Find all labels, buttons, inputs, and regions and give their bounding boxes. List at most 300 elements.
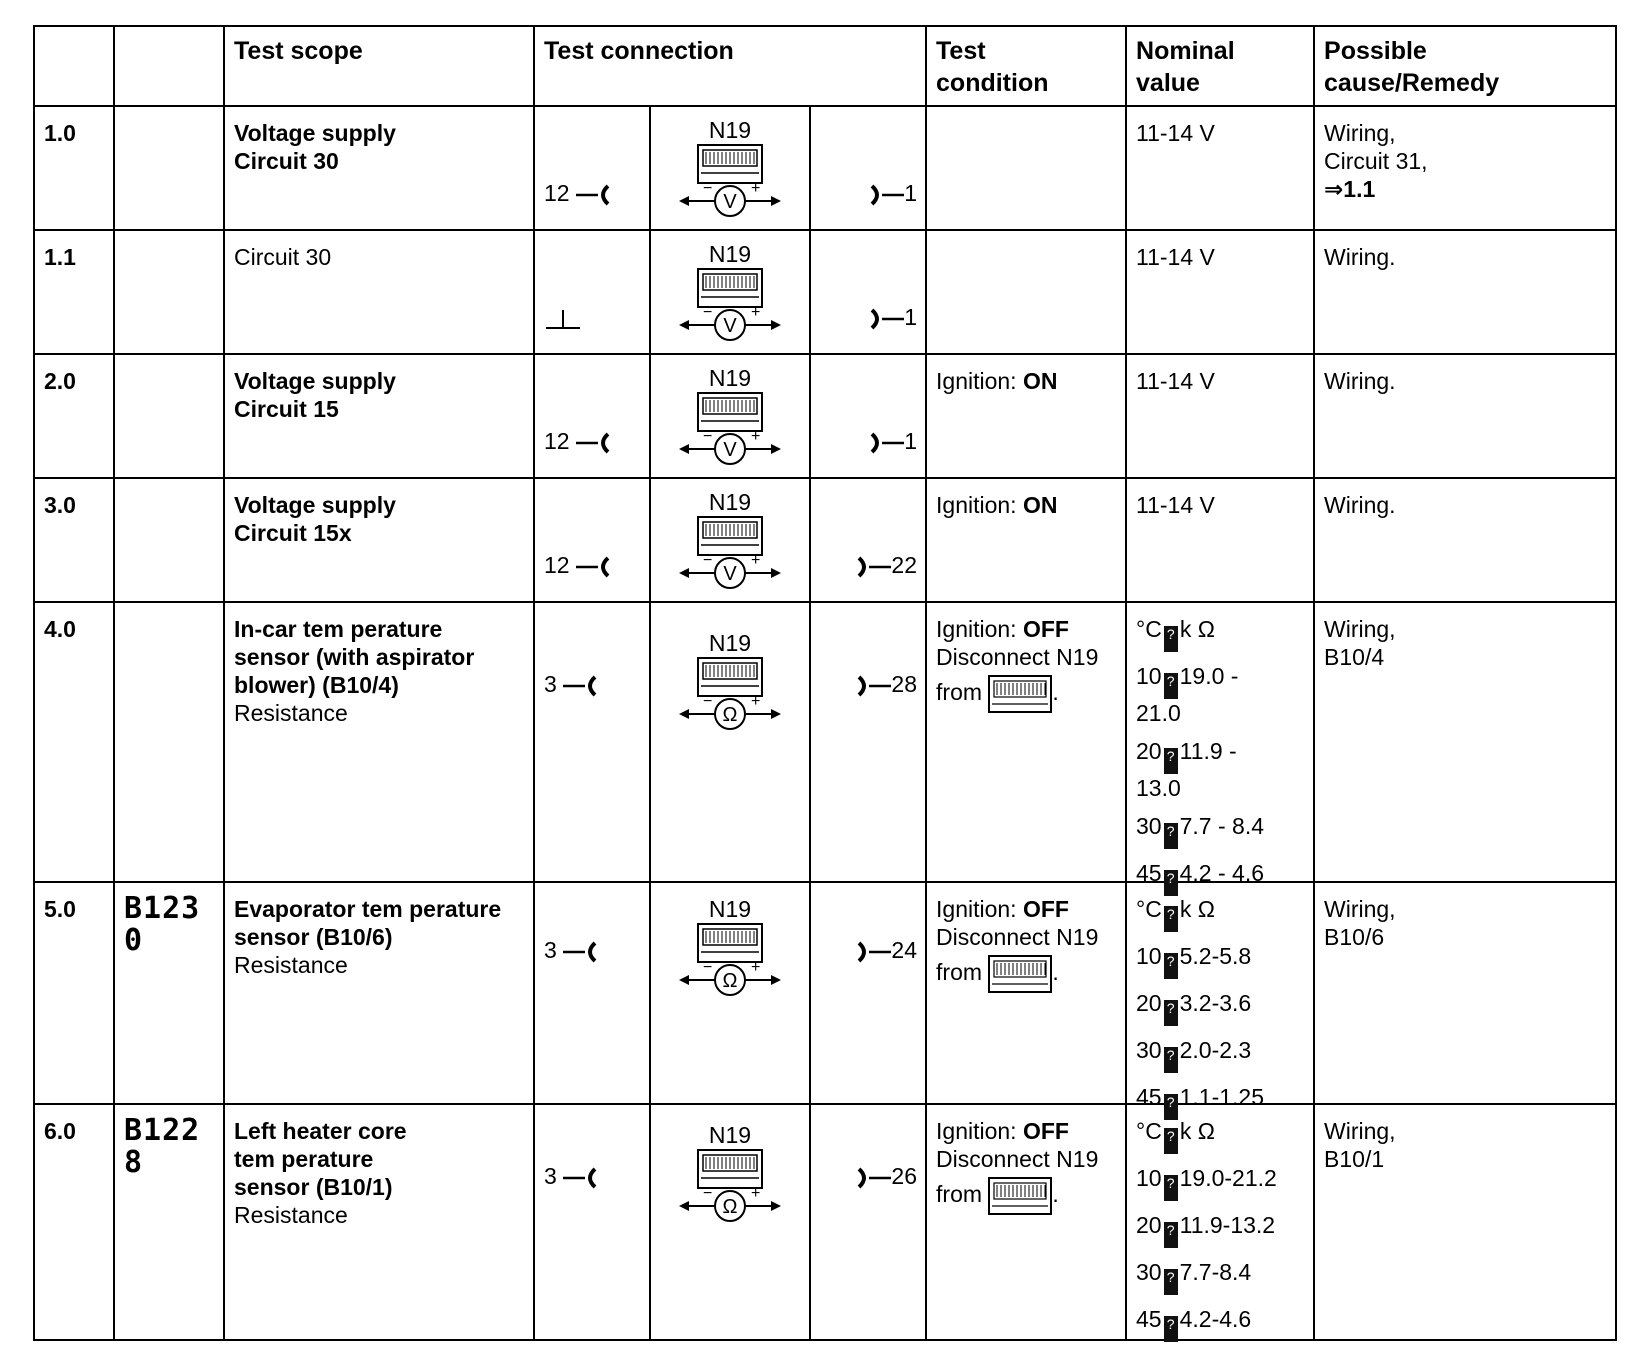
nominal-entry [1136,1258,1304,1295]
possible-cause [1314,106,1616,230]
fault-code-cell [114,478,224,602]
pin-right-number: 1 [904,180,918,206]
meter-cell [650,230,810,354]
pin-right-number: 28 [891,671,918,697]
nominal-val: 7.7 - 8.4 [1179,813,1264,839]
pin-left-cell [534,478,650,602]
condition-instruction: Disconnect N19 [936,924,1099,950]
nominal-line [1136,662,1304,699]
fault-code-cell [114,602,224,882]
socket-left-icon [563,940,597,964]
test-scope-text [225,479,533,547]
test-condition-text [927,107,1125,119]
nominal-value [1126,478,1314,602]
test-scope-title: sensor (B10/1) [234,1174,393,1200]
nominal-value [1126,230,1314,354]
svg-text:Ω: Ω [722,704,738,726]
nominal-line [1136,615,1304,652]
fault-code-cell [114,106,224,230]
separator-mark: ? [1164,1222,1178,1248]
nominal-entry [1136,895,1304,932]
nominal-line [1136,1258,1304,1295]
test-scope-title: Voltage supply [234,120,396,146]
pin-left [544,936,597,964]
socket-right-icon [870,307,904,331]
test-scope-title: In-car tem perature [234,616,443,642]
svg-text:−: − [703,693,713,710]
voltmeter-icon [675,143,785,219]
meter [651,241,809,343]
pin-right-cell [810,882,926,1104]
nominal-key: 10 [1136,663,1162,689]
test-scope-text [225,883,533,979]
nominal-line [1136,1305,1304,1342]
nominal-key: 20 [1136,990,1162,1016]
fault-code [115,603,223,613]
test-condition [926,106,1126,230]
pin-right-cell [810,354,926,478]
nominal-entry [1136,615,1304,652]
header-test-condition: Test condition [926,26,1126,106]
svg-text:Ω: Ω [722,970,738,992]
test-table [33,25,1617,1341]
fault-code-line: 8 [124,1145,144,1180]
test-condition-text [927,231,1125,243]
nominal-val: 2.0-2.3 [1179,1037,1252,1063]
svg-text:V: V [723,315,737,337]
pin-right-number: 1 [904,428,918,454]
device-label: N19 [708,896,752,922]
svg-text:+: + [751,693,761,710]
svg-text:V: V [723,563,737,585]
test-scope-title: sensor (B10/6) [234,924,393,950]
ohmmeter-icon [675,656,785,732]
cause-line: B10/1 [1324,1146,1385,1172]
nominal-line [1136,812,1304,849]
test-condition [926,1104,1126,1340]
ground-icon [544,308,582,330]
separator-mark: ? [1164,1000,1178,1026]
nominal-line [1136,1211,1304,1248]
svg-text:−: − [703,552,713,569]
row-number-text: 5.0 [44,896,76,922]
nominal-val: 19.0-21.2 [1179,1165,1277,1191]
test-scope-title: blower) (B10/4) [234,672,399,698]
row-number [34,354,114,478]
test-condition [926,602,1126,882]
cause-line: Wiring, [1324,1118,1396,1144]
socket-left-icon [563,1166,597,1190]
pin-left [544,551,610,579]
nominal-value-text [1127,107,1313,147]
header-test-connection: Test connection [534,26,926,106]
nominal-line: 21.0 [1136,700,1181,726]
pin-right [857,936,917,964]
nominal-line [1136,989,1304,1026]
possible-cause [1314,478,1616,602]
test-scope [224,230,534,354]
nominal-val: 4.2-4.6 [1179,1306,1252,1332]
svg-text:−: − [703,1185,713,1202]
nominal-key: 10 [1136,943,1162,969]
socket-right-icon [857,555,891,579]
nominal-val: 3.2-3.6 [1179,990,1252,1016]
row-number [34,478,114,602]
nominal-entry: 11-14 V [1136,492,1215,518]
test-scope-text [225,355,533,423]
separator-mark: ? [1164,1094,1178,1120]
ignition-value: OFF [1022,616,1069,642]
svg-text:−: − [703,959,713,976]
meter-cell [650,602,810,882]
meter [651,630,809,732]
svg-text:Ω: Ω [722,1196,738,1218]
fault-code-cell [114,230,224,354]
nominal-val: 1.1-1.25 [1179,1084,1265,1110]
nominal-key: °C [1136,1118,1162,1144]
nominal-key: 20 [1136,738,1162,764]
socket-right-icon [857,940,891,964]
fault-code-cell [114,354,224,478]
test-scope-text [225,1105,533,1229]
test-scope [224,354,534,478]
nominal-line [1136,1164,1304,1201]
fault-code-line: B122 [124,1113,201,1148]
ignition-value: ON [1022,368,1058,394]
fault-code [115,883,223,957]
svg-text:+: + [751,552,761,569]
ignition-state [936,367,1116,395]
test-condition-text [927,355,1125,395]
condition-instruction: from . [936,1177,1116,1215]
nominal-key: 45 [1136,1306,1162,1332]
pin-right-cell [810,230,926,354]
ignition-label: Ignition: [936,492,1023,518]
ignition-label: Ignition: [936,896,1023,922]
pin-left-number: 12 [544,552,576,578]
nominal-key: 30 [1136,813,1162,839]
device-label: N19 [708,489,752,515]
nominal-val: k Ω [1179,1118,1215,1144]
nominal-key: °C [1136,896,1162,922]
nominal-value [1126,354,1314,478]
row-number-text: 3.0 [44,492,76,518]
test-scope-title: Left heater core [234,1118,407,1144]
row-number-text: 2.0 [44,368,76,394]
header-nominal-value: Nominal value [1126,26,1314,106]
possible-cause-text [1315,231,1615,271]
nominal-line [1136,1117,1304,1154]
pin-left-number: 12 [544,428,576,454]
test-condition [926,478,1126,602]
device-label: N19 [708,241,752,267]
header-test-scope: Test scope [224,26,534,106]
fault-code-cell [114,882,224,1104]
socket-right-icon [870,431,904,455]
nominal-line [1136,1036,1304,1073]
pin-right [870,427,917,455]
socket-left-icon [576,183,610,207]
pin-right-cell [810,106,926,230]
separator-mark: ? [1164,626,1178,652]
socket-left-icon [563,674,597,698]
table-row [34,882,1616,1104]
pin-left [544,179,610,207]
fault-code [115,1105,223,1179]
ignition-state [936,1117,1116,1145]
test-scope-text [225,107,533,175]
ohmmeter-icon [675,922,785,998]
nominal-line [1136,737,1304,774]
nominal-line [1136,895,1304,932]
test-scope [224,106,534,230]
test-scope-title: Circuit 15x [234,520,352,546]
meter [651,1122,809,1224]
ignition-value: OFF [1022,1118,1069,1144]
cause-line: B10/6 [1324,924,1385,950]
device-label: N19 [708,117,752,143]
nominal-key: 45 [1136,860,1162,886]
test-condition-text [927,603,1125,713]
separator-mark: ? [1164,906,1178,932]
fault-code [115,355,223,365]
meter-cell [650,106,810,230]
cause-line: Wiring, [1324,616,1396,642]
test-condition [926,230,1126,354]
table-row [34,602,1616,882]
possible-cause [1314,602,1616,882]
cause-line: Wiring. [1324,492,1396,518]
nominal-key: 30 [1136,1259,1162,1285]
nominal-entry [1136,1117,1304,1154]
separator-mark: ? [1164,870,1178,896]
test-scope-type: Circuit 30 [234,244,332,270]
connector-icon [988,675,1052,713]
socket-right-icon [857,1166,891,1190]
nominal-key: °C [1136,616,1162,642]
nominal-value [1126,602,1314,886]
row-number [34,106,114,230]
ignition-label: Ignition: [936,1118,1023,1144]
pin-left-number: 3 [544,937,564,963]
cause-reference[interactable]: ⇒1.1 [1324,176,1376,202]
device-label: N19 [708,630,752,656]
test-scope-text [225,231,533,271]
separator-mark: ? [1164,1175,1178,1201]
separator-mark: ? [1164,1047,1178,1073]
separator-mark: ? [1164,953,1178,979]
nominal-val: 11.9-13.2 [1179,1212,1276,1238]
test-scope [224,478,534,602]
row-number-text: 4.0 [44,616,76,642]
test-scope-title: Voltage supply [234,368,396,394]
test-scope [224,602,534,882]
pin-right-number: 26 [891,1163,918,1189]
ignition-label: Ignition: [936,616,1023,642]
fault-code-line: 0 [124,923,144,958]
row-number-text: 6.0 [44,1118,76,1144]
pin-left-cell [534,106,650,230]
meter [651,365,809,467]
socket-right-icon [857,674,891,698]
meter-cell [650,478,810,602]
nominal-val: 5.2-5.8 [1179,943,1252,969]
meter [651,896,809,998]
ignition-label: Ignition: [936,368,1023,394]
nominal-entry [1136,989,1304,1026]
socket-left-icon [576,431,610,455]
connector-icon [988,1177,1052,1215]
ohmmeter-icon [675,1148,785,1224]
nominal-entry [1136,942,1304,979]
possible-cause-text [1315,883,1615,951]
nominal-value-text [1127,883,1313,1110]
pin-left [544,427,610,455]
pin-right [857,670,917,698]
condition-instruction: from . [936,955,1116,993]
pin-left [544,1162,597,1190]
voltmeter-icon [675,515,785,591]
header-row [34,26,1616,106]
header-num [34,26,114,106]
svg-text:V: V [723,439,737,461]
table-row [34,354,1616,478]
row-number [34,602,114,882]
ignition-state [936,491,1116,519]
nominal-entry [1136,737,1304,802]
pin-right [857,551,917,579]
nominal-value-text [1127,1105,1313,1332]
nominal-entry: 11-14 V [1136,368,1215,394]
nominal-val: 4.2 - 4.6 [1179,860,1264,886]
nominal-entry [1136,812,1304,849]
svg-text:V: V [723,191,737,213]
cause-line: Circuit 31, [1324,148,1428,174]
test-condition-text [927,883,1125,993]
cause-line: Wiring, [1324,120,1396,146]
nominal-value [1126,882,1314,1110]
meter [651,117,809,219]
separator-mark: ? [1164,1269,1178,1295]
nominal-entry: 11-14 V [1136,120,1215,146]
nominal-key: 10 [1136,1165,1162,1191]
pin-right-number: 22 [891,552,918,578]
possible-cause-text [1315,479,1615,519]
pin-right-number: 1 [904,304,918,330]
nominal-val: k Ω [1179,896,1215,922]
nominal-val: k Ω [1179,616,1215,642]
fault-code [115,231,223,241]
fault-code [115,107,223,117]
connector-icon [988,955,1052,993]
svg-text:+: + [751,428,761,445]
meter-cell [650,1104,810,1340]
separator-mark: ? [1164,1316,1178,1342]
nominal-val: 11.9 - [1179,738,1237,764]
nominal-value-text [1127,603,1313,886]
condition-instruction: from . [936,675,1116,713]
pin-left-cell [534,882,650,1104]
cause-line: Wiring. [1324,244,1396,270]
ignition-value: OFF [1022,896,1069,922]
possible-cause-text [1315,107,1615,203]
svg-text:−: − [703,428,713,445]
condition-instruction: Disconnect N19 [936,1146,1099,1172]
table-row [34,1104,1616,1340]
row-number-text: 1.0 [44,120,76,146]
meter [651,489,809,591]
test-scope-title: Voltage supply [234,492,396,518]
ignition-state [936,615,1116,643]
test-condition [926,354,1126,478]
pin-left [544,670,597,698]
pin-left-cell [534,602,650,882]
pin-left-number: 3 [544,671,564,697]
possible-cause [1314,354,1616,478]
nominal-val: 19.0 - [1179,663,1239,689]
separator-mark: ? [1164,823,1178,849]
fault-code-cell [114,1104,224,1340]
test-condition-text [927,1105,1125,1215]
condition-instruction: Disconnect N19 [936,644,1099,670]
meter-cell [650,882,810,1104]
pin-left-cell [534,230,650,354]
nominal-key: 45 [1136,1084,1162,1110]
pin-right [870,303,917,331]
pin-right [870,179,917,207]
header-code [114,26,224,106]
svg-text:+: + [751,1185,761,1202]
pin-left-cell [534,354,650,478]
test-scope-type: Resistance [234,1202,348,1228]
meter-cell [650,354,810,478]
test-scope-title: sensor (with aspirator [234,644,475,670]
header-possible-cause: Possible cause/Remedy [1314,26,1616,106]
test-scope-type: Resistance [234,700,348,726]
row-number [34,1104,114,1340]
row-number [34,882,114,1104]
pin-left-number: 3 [544,1163,564,1189]
cause-line: Wiring. [1324,368,1396,394]
socket-right-icon [870,183,904,207]
possible-cause [1314,230,1616,354]
test-scope [224,882,534,1104]
fault-code [115,479,223,489]
nominal-key: 30 [1136,1037,1162,1063]
ignition-state [936,895,1116,923]
test-scope [224,1104,534,1340]
table-row [34,230,1616,354]
nominal-value-text [1127,355,1313,395]
row-number-text: 1.1 [44,244,76,270]
nominal-val: 7.7-8.4 [1179,1259,1252,1285]
separator-mark: ? [1164,1128,1178,1154]
test-scope-title: tem perature [234,1146,374,1172]
pin-right-cell [810,602,926,882]
nominal-key: 20 [1136,1212,1162,1238]
fault-code-line: B123 [124,891,201,926]
test-condition [926,882,1126,1104]
possible-cause-text [1315,1105,1615,1173]
separator-mark: ? [1164,748,1178,774]
voltmeter-icon [675,391,785,467]
test-scope-title: Circuit 30 [234,148,339,174]
svg-text:+: + [751,180,761,197]
pin-right-cell [810,478,926,602]
nominal-value-text [1127,479,1313,519]
device-label: N19 [708,1122,752,1148]
nominal-value-text [1127,231,1313,271]
